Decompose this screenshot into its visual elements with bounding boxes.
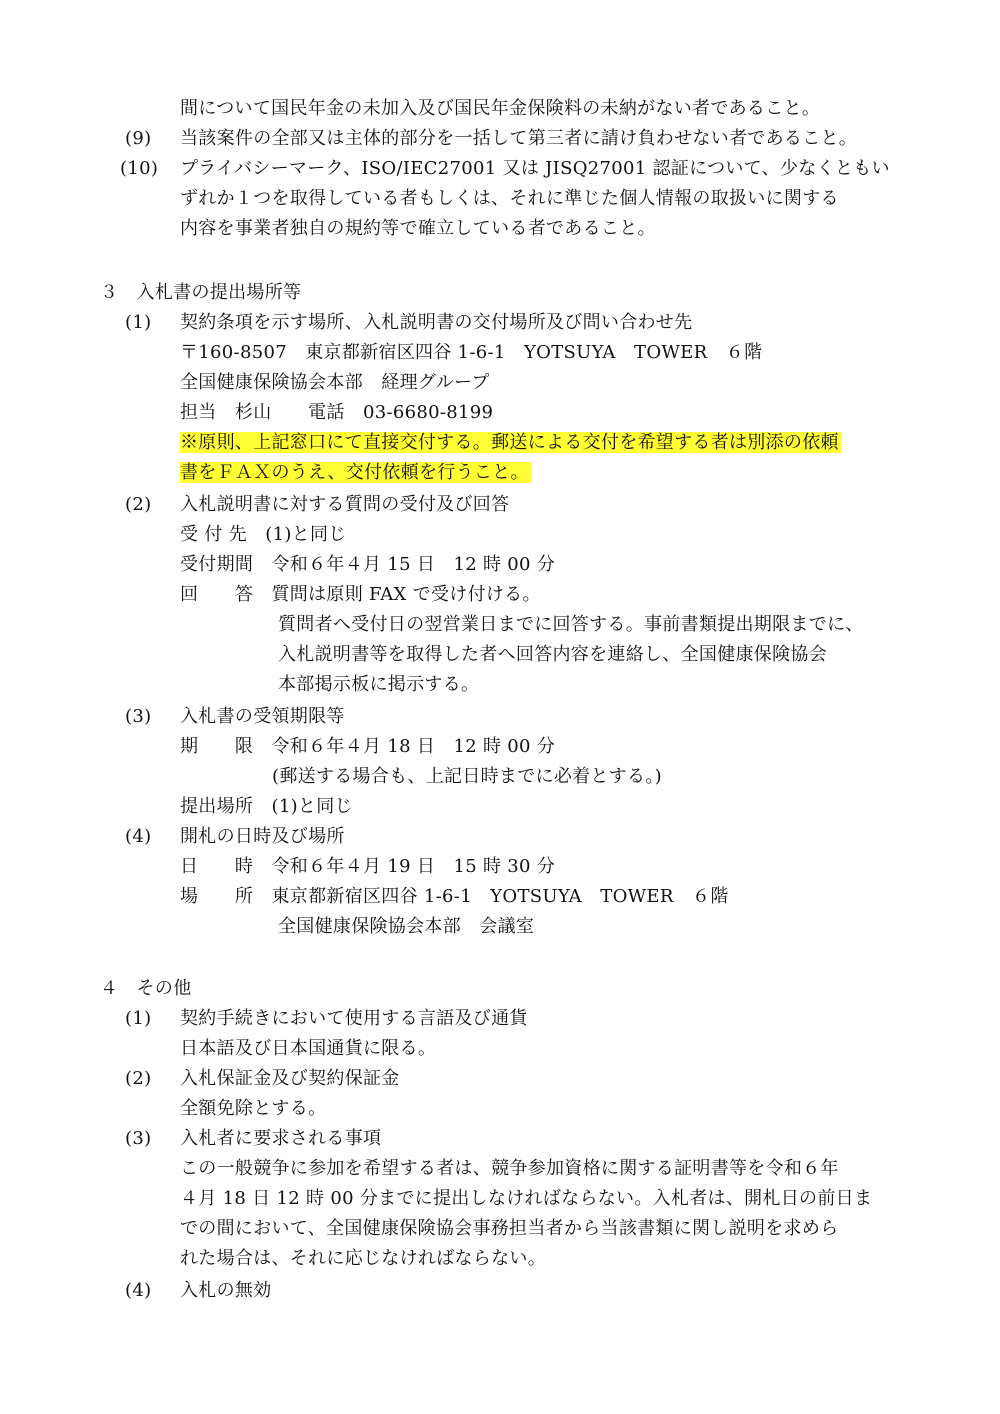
text-line: 入札保証金及び契約保証金 <box>180 1068 400 1089</box>
text-line: ４月 18 日 12 時 00 分までに提出しなければならない。入札者は、開札日の前日ま <box>180 1188 873 1209</box>
text-line: 当該案件の全部又は主体的部分を一括して第三者に請け負わせない者であること。 <box>180 128 858 149</box>
item-number: (3) <box>125 706 152 727</box>
text-line: 全国健康保険協会本部 経理グループ <box>180 372 490 393</box>
text-line: 契約手続きにおいて使用する言語及び通貨 <box>180 1008 528 1029</box>
text-line: 入札の無効 <box>180 1280 272 1301</box>
item-number: (2) <box>125 1068 152 1089</box>
text-line: 日本語及び日本国通貨に限る。 <box>180 1038 437 1059</box>
text-line: 全国健康保険協会本部 会議室 <box>278 916 535 937</box>
address-line: 〒160-8507 東京都新宿区四谷 1-6-1 YOTSUYA TOWER ６階 <box>180 342 763 363</box>
highlighted-text: ※原則、上記窓口にて直接交付する。郵送による交付を希望する者は別添の依頼 <box>180 432 839 453</box>
highlighted-note <box>180 430 841 456</box>
text-line: 受付期間 令和６年４月 15 日 12 時 00 分 <box>180 554 556 575</box>
item-number: (4) <box>125 1280 152 1301</box>
text-line: 質問者へ受付日の翌営業日までに回答する。事前書類提出期限までに、 <box>278 614 864 635</box>
text-line: 本部掲示板に掲示する。 <box>278 674 480 695</box>
text-line: での間において、全国健康保険協会事務担当者から当該書類に関し説明を求めら <box>180 1218 839 1239</box>
highlighted-text: 書をＦＡＸのうえ、交付依頼を行うこと。 <box>180 462 529 483</box>
text-line: 回 答 質問は原則 FAX で受け付ける。 <box>180 584 541 605</box>
text-line: 受 付 先 (1)と同じ <box>180 524 347 545</box>
text-line: 間について国民年金の未加入及び国民年金保険料の未納がない者であること。 <box>180 98 821 119</box>
item-number: (10) <box>120 158 159 179</box>
text-line: 入札書の受領期限等 <box>180 706 345 727</box>
text-line: 全額免除とする。 <box>180 1098 327 1119</box>
item-number: (4) <box>125 826 152 847</box>
text-line: プライバシーマーク、ISO/IEC27001 又は JISQ27001 認証について、少なくともい <box>180 158 890 179</box>
item-number: (1) <box>125 312 152 333</box>
text-line: ずれか１つを取得している者もしくは、それに準じた個人情報の取扱いに関する <box>180 188 839 209</box>
contact-line: 担当 杉山 電話 03-6680-8199 <box>180 402 494 423</box>
text-line: 契約条項を示す場所、入札説明書の交付場所及び問い合わせ先 <box>180 312 693 333</box>
item-number: (2) <box>125 494 152 515</box>
text-line: 内容を事業者独自の規約等で確立している者であること。 <box>180 218 656 239</box>
text-line: 期 限 令和６年４月 18 日 12 時 00 分 <box>180 736 556 757</box>
section-heading: ３ 入札書の提出場所等 <box>100 282 302 303</box>
text-line: 入札説明書等を取得した者へ回答内容を連絡し、全国健康保険協会 <box>278 644 827 665</box>
text-line: 提出場所 (1)と同じ <box>180 796 353 817</box>
item-number: (9) <box>125 128 152 149</box>
item-number: (3) <box>125 1128 152 1149</box>
highlighted-note <box>180 460 531 486</box>
section-heading: ４ その他 <box>100 978 192 999</box>
text-line: 入札者に要求される事項 <box>180 1128 382 1149</box>
text-line: この一般競争に参加を希望する者は、競争参加資格に関する証明書等を令和６年 <box>180 1158 839 1179</box>
text-line: (郵送する場合も、上記日時までに必着とする。) <box>272 766 662 787</box>
address-line: 場 所 東京都新宿区四谷 1-6-1 YOTSUYA TOWER ６階 <box>180 886 729 907</box>
text-line: 日 時 令和６年４月 19 日 15 時 30 分 <box>180 856 556 877</box>
text-line: れた場合は、それに応じなければならない。 <box>180 1248 546 1269</box>
text-line: 開札の日時及び場所 <box>180 826 345 847</box>
text-line: 入札説明書に対する質問の受付及び回答 <box>180 494 510 515</box>
item-number: (1) <box>125 1008 152 1029</box>
